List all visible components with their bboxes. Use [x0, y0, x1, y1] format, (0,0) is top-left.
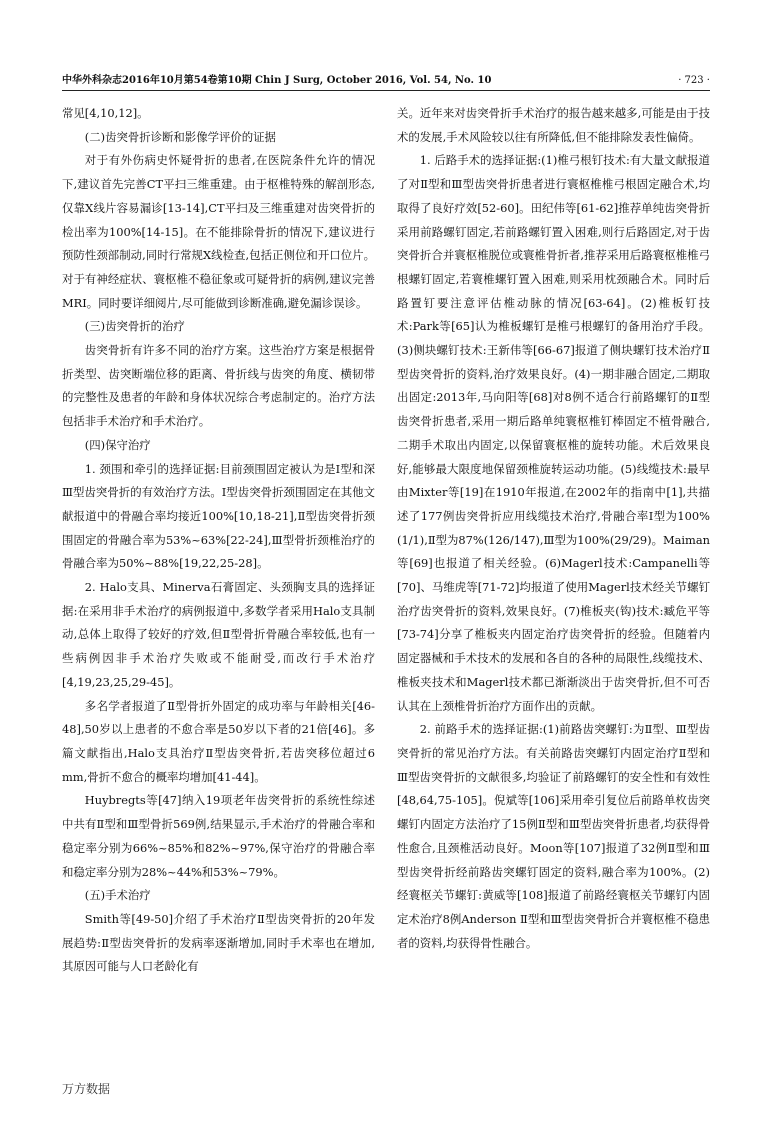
paragraph: 多名学者报道了Ⅱ型骨折外固定的成功率与年龄相关[46-48],50岁以上患者的不愈合率是50岁以下者的21倍[46]。多篇文献指出,Halo支具治疗Ⅱ型齿突骨折,若齿突移位超过6 mm,骨折不愈合的概率均增加[41-44]。 — [62, 698, 375, 784]
right-column — [397, 102, 710, 955]
paragraph: 齿突骨折有许多不同的治疗方案。这些治疗方案是根据骨折类型、齿突断端位移的距离、骨折线与齿突的角度、横韧带的完整性及患者的年龄和身体状况综合考虑制定的。治疗方法包括非手术治疗和手术治疗。 — [62, 343, 375, 429]
paragraph: 2. 前路手术的选择证据:(1)前路齿突螺钉:为Ⅱ型、Ⅲ型齿突骨折的常见治疗方法。有关前路齿突螺钉内固定治疗Ⅱ型和Ⅲ型齿突骨折的文献很多,均验证了前路螺钉的安全性和有效性[48,64,75-105]。倪斌等[106]采用牵引复位后前路单枚齿突螺钉内固定方法治疗了15例Ⅱ型和Ⅲ型齿突骨折患者,均获得骨性愈合,且颈椎活动良好。Moon等[107]报道了32例Ⅱ型和Ⅲ型齿突骨折经前路齿突螺钉固定的资料,融合率为100%。(2)经寰枢关节螺钉:黄威等[108]报道了前路经寰枢关节螺钉内固定术治疗8例Anderson Ⅱ型和Ⅲ型齿突骨折合并寰枢椎不稳患者的资料,均获得骨性融合。 — [397, 722, 710, 950]
paragraph: Smith等[49-50]介绍了手术治疗Ⅱ型齿突骨折的20年发展趋势:Ⅱ型齿突骨折的发病率逐渐增加,同时手术率也在增加,其原因可能与人口老龄化有 — [62, 911, 375, 974]
paragraph: 1. 后路手术的选择证据:(1)椎弓根钉技术:有大量文献报道了对Ⅱ型和Ⅲ型齿突骨折患者进行寰枢椎椎弓根固定融合术,均取得了良好疗效[52-60]。田纪伟等[61-62]推荐单纯齿突骨折采用前路螺钉固定,若前路螺钉置入困难,则行后路固定,对于齿突骨折合并寰枢椎脱位或寰椎骨折者,推荐采用后路寰枢椎椎弓根螺钉固定,若寰椎螺钉置入困难,则采用枕颈融合术。同时后路置钉要注意评估椎动脉的情况[63-64]。(2)椎板钉技术:Park等[65]认为椎板螺钉是椎弓根螺钉的备用治疗手段。(3)侧块螺钉技术:王新伟等[66-67]报道了侧块螺钉技术治疗Ⅱ型齿突骨折的资料,治疗效果良好。(4)一期非融合固定,二期取出固定:2013年,马向阳等[68]对8例不适合行前路螺钉的Ⅱ型齿突骨折患者,采用一期后路单纯寰枢椎钉棒固定不植骨融合,二期手术取出内固定,以保留寰枢椎的旋转功能。术后效果良好,能够最大限度地保留颈椎旋转运动功能。(5)线缆技术:最早由Mixter等[19]在1910年报道,在2002年的指南中[1],共描述了177例齿突骨折应用线缆技术治疗,骨融合率Ⅰ型为100%(1/1),Ⅱ型为87%(126/147),Ⅲ型为100%(29/29)。Maiman等[69]也报道了相关经验。(6)Magerl技术:Campanelli等[70]、马维虎等[71-72]均报道了使用Magerl技术经关节螺钉治疗齿突骨折的资料,效果良好。(7)椎板夹(钩)技术:臧危平等[73-74]分享了椎板夹内固定治疗齿突骨折的经验。但随着内固定器械和手术技术的发展和各自的各种的局限性,线缆技术、椎板夹技术和Magerl技术都已渐渐淡出于齿突骨折,但不可否认其在上颈椎骨折治疗方面作出的贡献。 — [397, 153, 710, 713]
section-heading: (五)手术治疗 — [84, 888, 151, 903]
journal-citation: 中华外科杂志2016年10月第54卷第10期 Chin J Surg, October 2016, Vol. 54, No. 10 — [62, 75, 492, 86]
paragraph: 关。近年来对齿突骨折手术治疗的报告越来越多,可能是由于技术的发展,手术风险较以往有所降低,但不能排除发表性偏倚。 — [397, 106, 710, 144]
paragraph: 1. 颈围和牵引的选择证据:目前颈围固定被认为是Ⅰ型和深Ⅲ型齿突骨折的有效治疗方法。Ⅰ型齿突骨折颈围固定在其他文献报道中的骨融合率均接近100%[10,18-21],Ⅱ型齿突骨折颈围固定的骨融合率为53%~63%[22-24],Ⅲ型骨折颈椎治疗的骨融合率为50%~88%[19,22,25-28]。 — [62, 461, 375, 571]
paragraph: 对于有外伤病史怀疑骨折的患者,在医院条件允许的情况下,建议首先完善CT平扫三维重建。由于枢椎特殊的解剖形态,仅靠X线片容易漏诊[13-14],CT平扫及三维重建对齿突骨折的检出率为100%[14-15]。在不能排除骨折的情况下,建议进行预防性颈部制动,同时行常规X线检查,包括正侧位和开口位片。对于有神经症状、寰枢椎不稳征象或可疑骨折的病例,建议完善MRI。同时要详细阅片,尽可能做到诊断准确,避免漏诊误诊。 — [62, 153, 375, 310]
section-heading: (四)保守治疗 — [84, 437, 151, 452]
wanfang-logo: 万方数据 — [62, 1082, 111, 1096]
page-number: · 723 · — [678, 75, 710, 86]
left-column — [62, 102, 375, 979]
running-header — [62, 74, 710, 91]
paragraph: 常见[4,10,12]。 — [62, 106, 149, 120]
paragraph: 2. Halo支具、Minerva石膏固定、头颈胸支具的选择证据:在采用非手术治疗的病例报道中,多数学者采用Halo支具制动,总体上取得了较好的疗效,但Ⅱ型骨折骨融合率较低,也有一些病例因非手术治疗失败或不能耐受,而改行手术治疗[4,19,23,25,29-45]。 — [62, 580, 375, 689]
section-heading: (二)齿突骨折诊断和影像学评价的证据 — [84, 129, 276, 144]
section-heading: (三)齿突骨折的治疗 — [84, 319, 185, 334]
paragraph: Huybregts等[47]纳入19项老年齿突骨折的系统性综述中共有Ⅱ型和Ⅲ型骨折569例,结果显示,手术治疗的骨融合率和稳定率分别为66%~85%和82%~97%,保守治疗的骨融合率和稳定率分别为28%~44%和53%~79%。 — [62, 793, 375, 879]
